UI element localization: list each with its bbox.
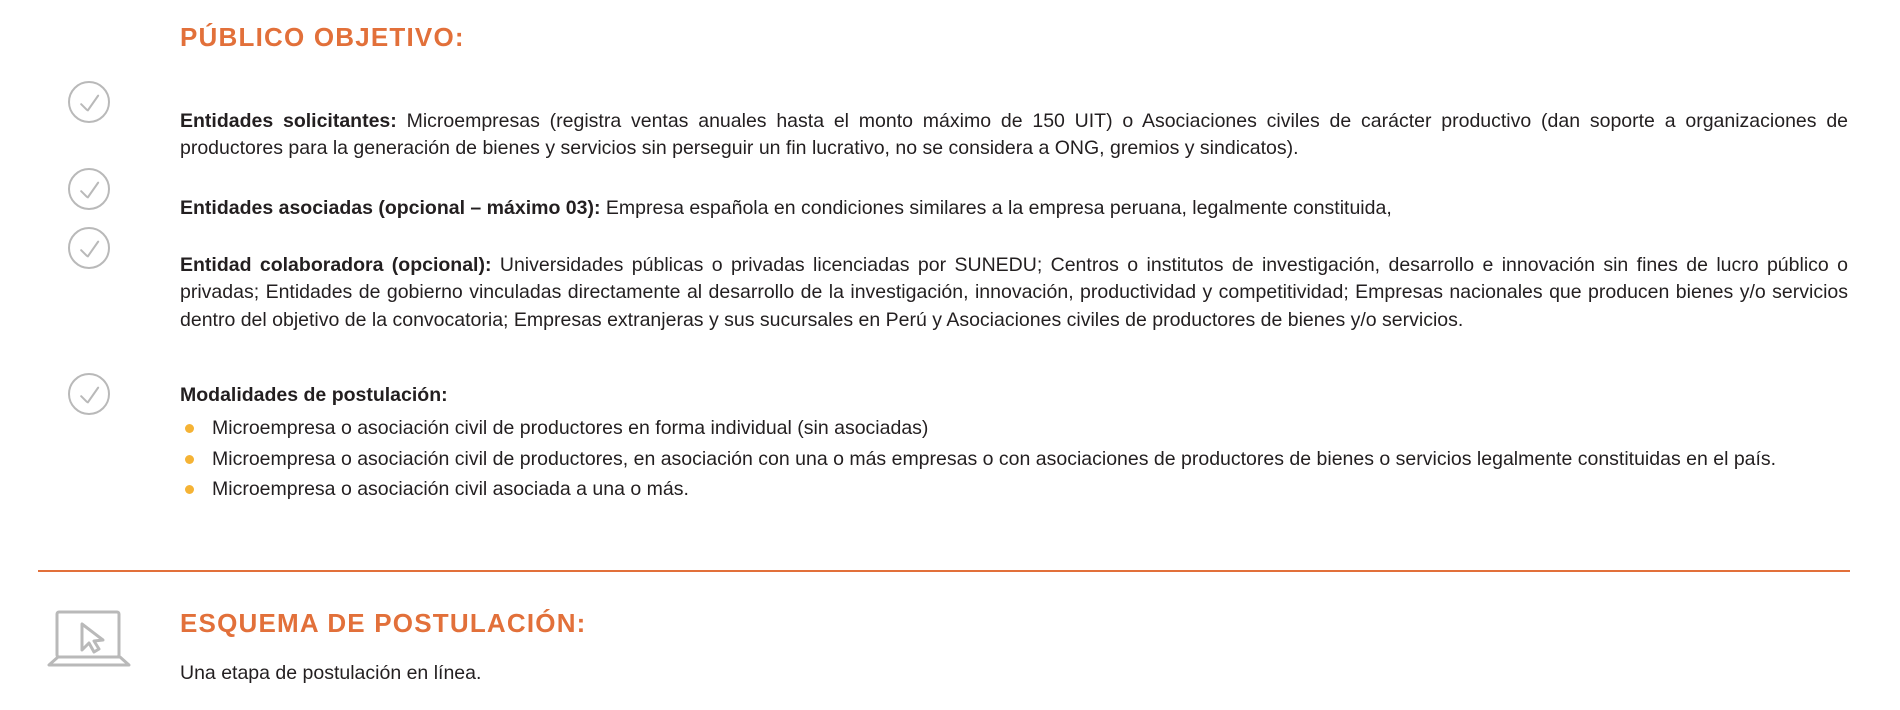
modalidades-label: Modalidades de postulación: bbox=[180, 384, 448, 406]
paragraph-lead: Entidades solicitantes: bbox=[180, 109, 397, 132]
bullet-dot-icon bbox=[185, 455, 194, 464]
check-circle-icon bbox=[68, 227, 110, 269]
paragraph-lead: Entidades asociadas (opcional – máximo 03): bbox=[180, 196, 601, 219]
section-divider bbox=[38, 570, 1850, 572]
paragraph-body: Empresa española en condiciones similares a la empresa peruana, legalmente constituida, bbox=[600, 196, 1392, 219]
laptop-cursor-icon bbox=[46, 608, 132, 682]
check-circle-icon bbox=[68, 81, 110, 123]
esquema-description: Una etapa de postulación en línea. bbox=[180, 662, 482, 684]
list-item-text: Microempresa o asociación civil de productores, en asociación con una o más empresas o con asociaciones de productores de bienes o servicios legalmente constituidas en el país. bbox=[212, 447, 1777, 470]
list-item-text: Microempresa o asociación civil de productores en forma individual (sin asociadas) bbox=[212, 417, 929, 439]
check-circle-icon bbox=[68, 168, 110, 210]
paragraph-entidades-solicitantes bbox=[180, 108, 1848, 163]
list-item bbox=[180, 446, 1850, 474]
check-circle-icon bbox=[68, 373, 110, 415]
modalidades-list bbox=[180, 415, 1850, 507]
list-item-text: Microempresa o asociación civil asociada a una o más. bbox=[212, 478, 689, 501]
list-item bbox=[180, 476, 1850, 504]
section-title-esquema: ESQUEMA DE POSTULACIÓN: bbox=[180, 608, 587, 638]
bullet-dot-icon bbox=[185, 424, 194, 433]
page-title: PÚBLICO OBJETIVO: bbox=[180, 22, 465, 52]
paragraph-body: Microempresas (registra ventas anuales hasta el monto máximo de 150 UIT) o Asociaciones civiles de carácter productivo (dan soporte a organizaciones de productores para la generación de bienes y servicios sin perseguir un fin lucrativo, no se considera a ONG, gremios y sindicatos). bbox=[180, 109, 1849, 160]
list-item bbox=[180, 415, 1850, 443]
paragraph-lead: Entidad colaboradora (opcional): bbox=[180, 253, 492, 276]
bullet-dot-icon bbox=[185, 485, 194, 494]
paragraph-entidad-colaboradora bbox=[180, 252, 1848, 335]
paragraph-entidades-asociadas bbox=[180, 195, 1848, 223]
paragraph-body: Universidades públicas o privadas licenciadas por SUNEDU; Centros o institutos de investigación, desarrollo e innovación sin fines de lucro público o privadas; Entidades de gobierno vinculadas directamente al desarrollo de la investigación, innovación, productividad y competitividad; Empresas nacionales que producen bienes y/o servicios dentro del objetivo de la convocatoria; Empresas extranjeras y sus sucursales en Perú y Asociaciones civiles de productores de bienes y/o servicios. bbox=[180, 253, 1848, 331]
